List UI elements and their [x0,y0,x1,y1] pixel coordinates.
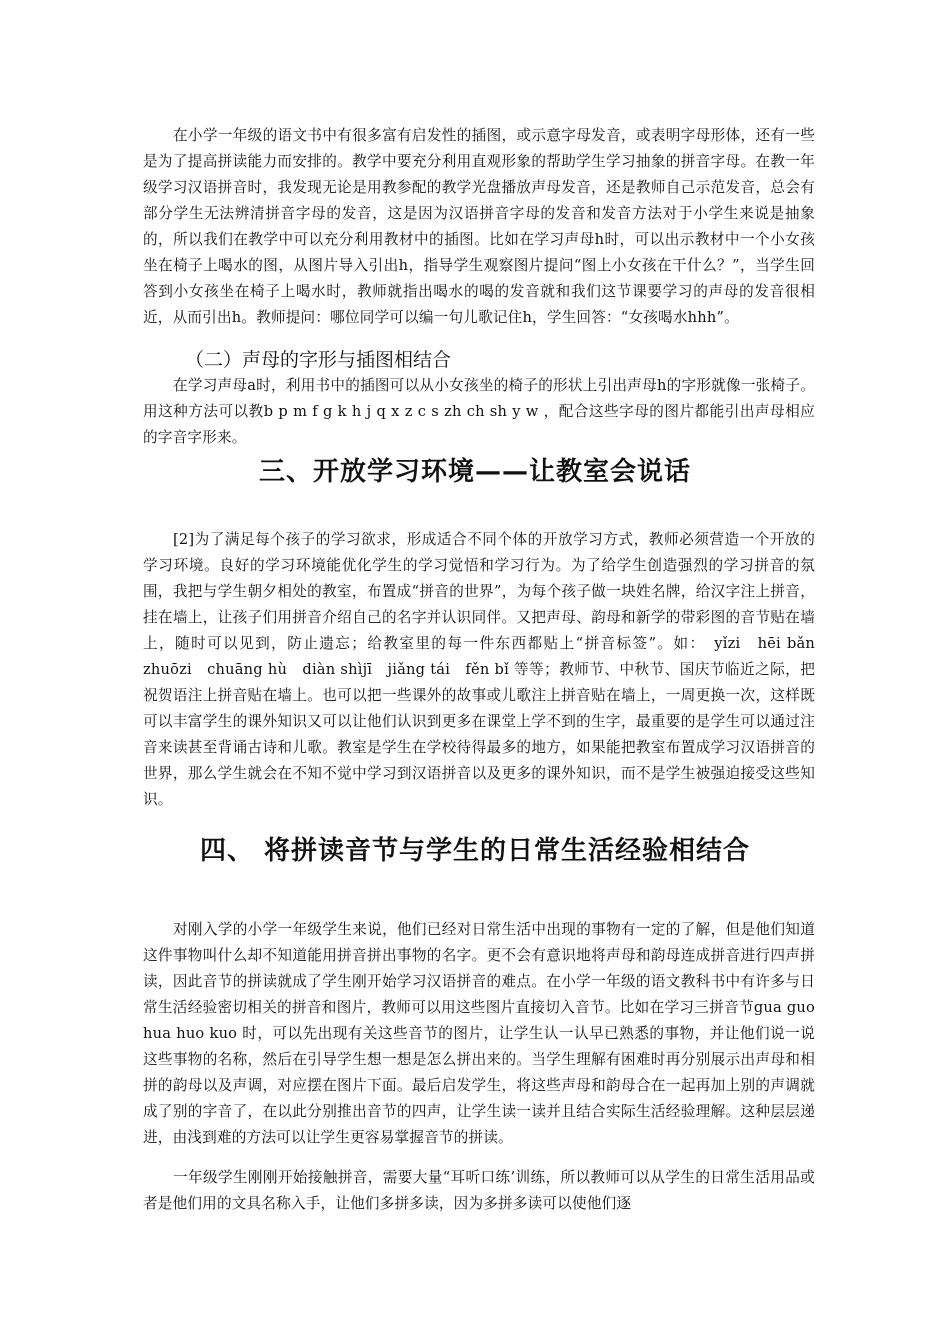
heading-section-4: 四、 将拼读音节与学生的日常生活经验相结合 [199,836,751,866]
heading-section-3: 三、开放学习环境——让教室会说话 [258,457,691,487]
paragraph-daily-life-experience: 对刚入学的小学一年级学生来说，他们已经对日常生活中出现的事物有一定的了解，但是他们知道这件事物叫什么却不知道能用拼音拼出事物的名字。更不会有意识地将声母和韵母连成拼音进行四声拼读，因此音节的拼读就成了学生刚开始学习汉语拼音的难点。在小学一年级的语文教科书中有许多与日常生活经验密切相关的拼音和图片，教师可以用这些图片直接切入音节。比如在学习三拼音节gua guo hua huo kuo 时，可以先出现有关这些音节的图片，让学生认一认早已熟悉的事物，并让他们说一说这些事物的名称，然后在引导学生想一想是怎么拼出来的。当学生理解有困难时再分别展示出声母和相拼的韵母以及声调，对应摆在图片下面。最后启发学生，将这些声母和韵母合在一起再加上别的声调就成了别的字音了，在以此分别推出音节的四声，让学生读一读并且结合实际生活经验理解。这种层层递进，由浅到难的方法可以让学生更容易掌握音节的拼读。 [143,921,815,1146]
paragraph-listening-practice: 一年级学生刚刚开始接触拼音，需要大量“耳听口练’训练，所以教师可以从学生的日常生活用品或者是他们用的文具名称入手，让他们多拼多读，因为多拼多读可以使他们逐 [143,1169,815,1212]
paragraph-illustrations-intro: 在小学一年级的语文书中有很多富有启发性的插图，或示意字母发音，或表明字母形体，还有一些是为了提高拼读能力而安排的。教学中要充分利用直观形象的帮助学生学习抽象的拼音字母。在教一年级学习汉语拼音时，我发现无论是用教参配的教学光盘播放声母发音，还是教师自己示范发音，总会有部分学生无法辨清拼音字母的发音，这是因为汉语拼音字母的发音和发音方法对于小学生来说是抽象的，所以我们在教学中可以充分利用教材中的插图。比如在学习声母h时，可以出示教材中一个小女孩坐在椅子上喝水的图，从图片导入引出h，指导学生观察图片提问“图上小女孩在干什么？”，当学生回答到小女孩坐在椅子上喝水时，教师就指出喝水的喝的发音就和我们这节课要学习的声母的发音很相近，从而引出h。教师提问：哪位同学可以编一句儿歌记住h，学生回答：“女孩喝水hhh”。 [143,127,815,326]
subheading-shape-and-illustration: （二）声母的字形与插图相结合 [185,349,452,371]
paragraph-letter-shapes: 在学习声母a时，利用书中的插图可以从小女孩坐的椅子的形状上引出声母h的字形就像一张椅子。用这种方法可以教b p m f g k h j q x z c s zh ch sh y w ，配合这些字母的图片都能引出声母相应的字音字形来。 [143,377,815,446]
paragraph-open-environment: [2]为了满足每个孩子的学习欲求，形成适合不同个体的开放学习方式，教师必须营造一个开放的学习环境。良好的学习环境能优化学生的学习觉悟和学习行为。为了给学生创造强烈的学习拼音的氛围，我把与学生朝夕相处的教室，布置成“拼音的世界”，为每个孩子做一块姓名牌，给汉字注上拼音，挂在墙上，让孩子们用拼音介绍自己的名字并认识同伴。又把声母、韵母和新学的带彩图的音节贴在墙上，随时可以见到，防止遗忘；给教室里的每一件东西都贴上“拼音标签”。如： yǐzi hēi bǎn zhuōzi chuāng hù diàn shìjī jiǎng tái fěn bǐ 等等；教师节、中秋节、国庆节临近之际，把祝贺语注上拼音贴在墙上。也可以把一些课外的故事或儿歌注上拼音贴在墙上，一周更换一次，这样既可以丰富学生的课外知识又可以让他们认识到更多在课堂上学不到的生字，最重要的是学生可以通过注音来读甚至背诵古诗和儿歌。教室是学生在学校待得最多的地方，如果能把教室布置成学习汉语拼音的世界，那么学生就会在不知不觉中学习到汉语拼音以及更多的课外知识，而不是学生被强迫接受这些知识。 [143,531,845,808]
